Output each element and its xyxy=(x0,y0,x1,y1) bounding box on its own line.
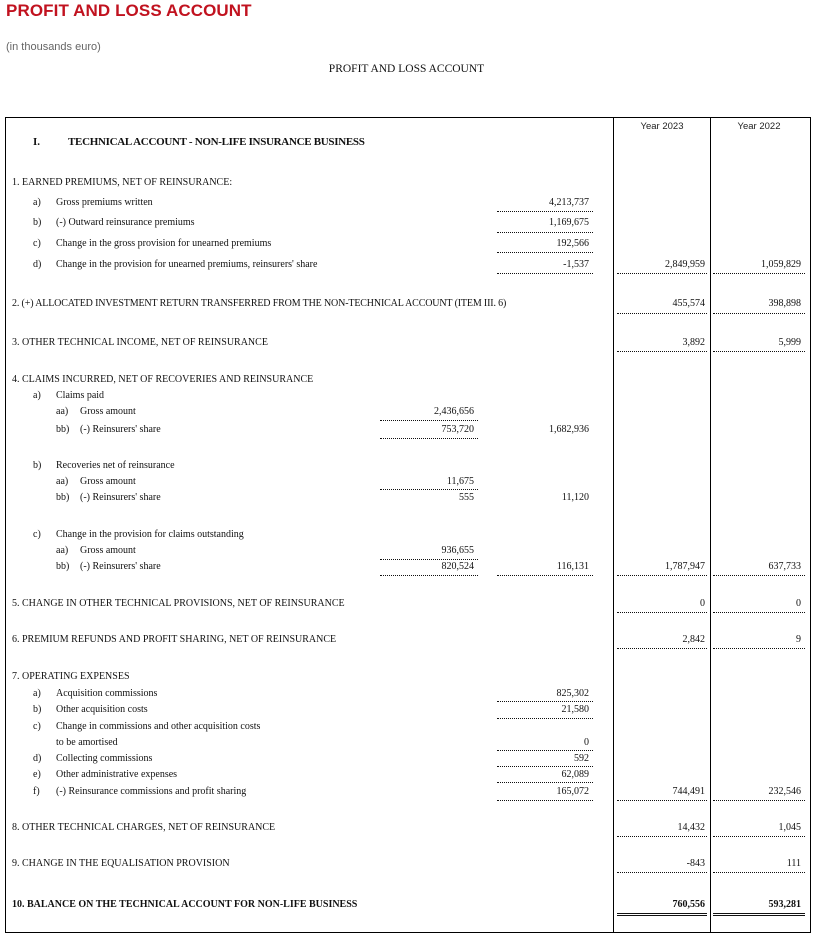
item-7-label: 7. OPERATING EXPENSES xyxy=(12,671,130,682)
underline xyxy=(617,648,707,649)
item-5-2022: 0 xyxy=(796,598,801,609)
item-4a-key: a) xyxy=(33,390,41,401)
underline xyxy=(497,701,593,702)
item-4a-bb-value: 753,720 xyxy=(441,424,474,435)
item-4b-subtotal: 11,120 xyxy=(561,492,589,503)
underline xyxy=(713,313,805,314)
item-4a-aa-label: Gross amount xyxy=(80,406,136,417)
item-1a-label: Gross premiums written xyxy=(56,197,153,208)
underline xyxy=(497,800,593,801)
item-1c-label: Change in the gross provision for unearned premiums xyxy=(56,238,272,249)
underline xyxy=(497,782,593,783)
underline xyxy=(497,718,593,719)
column-divider-2023 xyxy=(613,117,614,933)
item-7-2023: 744,491 xyxy=(672,786,705,797)
item-2-label: 2. (+) ALLOCATED INVESTMENT RETURN TRANSFERRED FROM THE NON-TECHNICAL ACCOUNT (ITEM III. 6) xyxy=(12,298,507,309)
item-8-2022: 1,045 xyxy=(778,822,801,833)
underline xyxy=(497,273,593,274)
item-1d-value: -1,537 xyxy=(563,259,589,270)
item-9-2023: -843 xyxy=(686,858,705,869)
item-7f-key: f) xyxy=(33,786,40,797)
item-7f-value: 165,072 xyxy=(556,786,589,797)
item-4b-bb-label: (-) Reinsurers' share xyxy=(80,492,161,503)
item-4c-bb-key: bb) xyxy=(56,561,70,572)
item-1a-value: 4,213,737 xyxy=(549,197,589,208)
item-9-label: 9. CHANGE IN THE EQUALISATION PROVISION xyxy=(12,858,230,869)
item-8-label: 8. OTHER TECHNICAL CHARGES, NET OF REINSURANCE xyxy=(12,822,276,833)
item-4b-aa-value: 11,675 xyxy=(446,476,474,487)
section-title: TECHNICAL ACCOUNT - NON-LIFE INSURANCE BUSINESS xyxy=(68,136,365,148)
item-4-label: 4. CLAIMS INCURRED, NET OF RECOVERIES AND REINSURANCE xyxy=(12,374,314,385)
item-7e-key: e) xyxy=(33,769,41,780)
item-4b-bb-value: 555 xyxy=(459,492,474,503)
item-4c-subtotal: 116,131 xyxy=(556,561,589,572)
item-9-2022: 111 xyxy=(786,858,801,869)
item-1d-key: d) xyxy=(33,259,42,270)
item-4c-bb-value: 820,524 xyxy=(441,561,474,572)
item-1c-key: c) xyxy=(33,238,41,249)
underline xyxy=(497,750,593,751)
underline xyxy=(497,575,593,576)
double-underline xyxy=(617,913,707,916)
column-header-2022: Year 2022 xyxy=(737,121,781,132)
item-7c-label: Change in commissions and other acquisition costs xyxy=(56,721,261,732)
underline xyxy=(380,438,478,439)
item-7c-label-cont: to be amortised xyxy=(56,737,118,748)
underline xyxy=(617,836,707,837)
item-2-2023: 455,574 xyxy=(672,298,705,309)
item-3-2023: 3,892 xyxy=(682,337,705,348)
item-1c-value: 192,566 xyxy=(556,238,589,249)
item-7c-key: c) xyxy=(33,721,41,732)
item-7f-label: (-) Reinsurance commissions and profit sharing xyxy=(56,786,247,797)
item-4a-aa-key: aa) xyxy=(56,406,69,417)
underline xyxy=(713,575,805,576)
underline xyxy=(380,489,478,490)
item-7d-value: 592 xyxy=(574,753,589,764)
item-7-2022: 232,546 xyxy=(768,786,801,797)
item-3-label: 3. OTHER TECHNICAL INCOME, NET OF REINSURANCE xyxy=(12,337,268,348)
item-6-2022: 9 xyxy=(796,634,801,645)
item-1b-value: 1,169,675 xyxy=(549,217,589,228)
item-4b-bb-key: bb) xyxy=(56,492,70,503)
item-7c-value: 0 xyxy=(584,737,589,748)
item-3-2022: 5,999 xyxy=(778,337,801,348)
underline xyxy=(617,351,707,352)
item-8-2023: 14,432 xyxy=(677,822,705,833)
underline xyxy=(713,836,805,837)
item-4a-label: Claims paid xyxy=(56,390,105,401)
item-1b-key: b) xyxy=(33,217,42,228)
item-4-2023: 1,787,947 xyxy=(665,561,705,572)
item-1-label: 1. EARNED PREMIUMS, NET OF REINSURANCE: xyxy=(12,177,233,188)
item-1-2023: 2,849,959 xyxy=(665,259,705,270)
item-4c-aa-value: 936,655 xyxy=(441,545,474,556)
item-1d-label: Change in the provision for unearned premiums, reinsurers' share xyxy=(56,259,318,270)
column-divider-2022 xyxy=(710,117,711,933)
document-heading: PROFIT AND LOSS ACCOUNT xyxy=(328,63,485,75)
page-subtitle: (in thousands euro) xyxy=(6,41,101,53)
item-7d-key: d) xyxy=(33,753,42,764)
item-4b-label: Recoveries net of reinsurance xyxy=(56,460,175,471)
item-7a-key: a) xyxy=(33,688,41,699)
underline xyxy=(497,766,593,767)
underline xyxy=(380,420,478,421)
item-4a-bb-key: bb) xyxy=(56,424,70,435)
underline xyxy=(713,648,805,649)
item-2-2022: 398,898 xyxy=(768,298,801,309)
item-5-label: 5. CHANGE IN OTHER TECHNICAL PROVISIONS, NET OF REINSURANCE xyxy=(12,598,345,609)
item-7e-label: Other administrative expenses xyxy=(56,769,178,780)
underline xyxy=(713,351,805,352)
underline xyxy=(617,313,707,314)
item-4a-subtotal: 1,682,936 xyxy=(549,424,589,435)
item-4c-label: Change in the provision for claims outstanding xyxy=(56,529,244,540)
underline xyxy=(380,559,478,560)
underline xyxy=(380,575,478,576)
column-header-2023: Year 2023 xyxy=(640,121,684,132)
item-6-label: 6. PREMIUM REFUNDS AND PROFIT SHARING, NET OF REINSURANCE xyxy=(12,634,337,645)
item-4c-aa-label: Gross amount xyxy=(80,545,136,556)
underline xyxy=(497,211,593,212)
item-10-label: 10. BALANCE ON THE TECHNICAL ACCOUNT FOR NON-LIFE BUSINESS xyxy=(12,899,358,910)
underline xyxy=(617,273,707,274)
item-7b-key: b) xyxy=(33,704,42,715)
item-7d-label: Collecting commissions xyxy=(56,753,153,764)
item-10-2022: 593,281 xyxy=(768,899,801,910)
underline xyxy=(713,800,805,801)
item-7b-label: Other acquisition costs xyxy=(56,704,148,715)
item-4c-aa-key: aa) xyxy=(56,545,69,556)
item-6-2023: 2,842 xyxy=(682,634,705,645)
underline xyxy=(713,612,805,613)
item-4a-bb-label: (-) Reinsurers' share xyxy=(80,424,161,435)
item-4b-aa-label: Gross amount xyxy=(80,476,136,487)
underline xyxy=(497,232,593,233)
item-1a-key: a) xyxy=(33,197,41,208)
page-title: PROFIT AND LOSS ACCOUNT xyxy=(6,1,252,20)
item-4a-aa-value: 2,436,656 xyxy=(434,406,474,417)
item-4c-key: c) xyxy=(33,529,41,540)
item-1b-label: (-) Outward reinsurance premiums xyxy=(56,217,195,228)
item-7b-value: 21,580 xyxy=(561,704,589,715)
item-10-2023: 760,556 xyxy=(672,899,705,910)
underline xyxy=(617,612,707,613)
underline xyxy=(497,252,593,253)
underline xyxy=(617,872,707,873)
underline xyxy=(713,273,805,274)
item-4c-bb-label: (-) Reinsurers' share xyxy=(80,561,161,572)
underline xyxy=(713,872,805,873)
item-7a-label: Acquisition commissions xyxy=(56,688,158,699)
item-4b-aa-key: aa) xyxy=(56,476,69,487)
underline xyxy=(617,575,707,576)
item-7e-value: 62,089 xyxy=(561,769,589,780)
section-number: I. xyxy=(33,136,41,148)
double-underline xyxy=(713,913,805,916)
item-7a-value: 825,302 xyxy=(556,688,589,699)
underline xyxy=(617,800,707,801)
item-1-2022: 1,059,829 xyxy=(761,259,801,270)
item-5-2023: 0 xyxy=(700,598,705,609)
item-4-2022: 637,733 xyxy=(768,561,801,572)
item-4b-key: b) xyxy=(33,460,42,471)
